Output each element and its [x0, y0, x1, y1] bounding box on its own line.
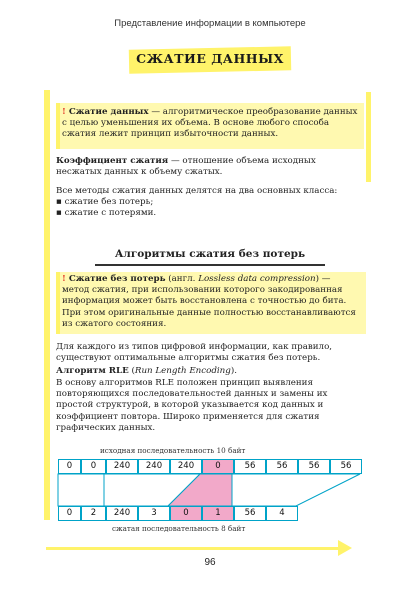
- coefficient-text: — отношение объема исходных несжатых данных к объему сжатых.: [56, 156, 316, 178]
- compressed-cell: 0: [170, 506, 202, 521]
- heading-underline: [95, 264, 325, 266]
- connector-zeros: [58, 474, 104, 506]
- compressed-cell: 1: [202, 506, 234, 521]
- compressed-sequence: [58, 506, 308, 521]
- section-heading: Алгоритмы сжатия без потерь: [114, 248, 306, 260]
- classes-intro: Все методы сжатия данных делятся на два основных класса:: [56, 186, 338, 196]
- page-title: СЖАТИЕ ДАННЫХ: [136, 51, 284, 66]
- class-list: [56, 197, 356, 219]
- original-cell: 240: [106, 459, 138, 474]
- lossless-paragraph: Для каждого из типов цифровой информации, как правило, существуют оптимальные алгоритмы сжатия без потерь.: [56, 342, 333, 364]
- coefficient-term: Коэффициент сжатия: [56, 156, 169, 166]
- definition-text: — алгоритмическое преобразование данных с целью уменьшения их объема. В основе любого способа сжатия лежит принцип избыточности данных.: [62, 107, 358, 140]
- original-cell: 56: [330, 459, 362, 474]
- lossless-term: Сжатие без потерь: [68, 274, 166, 284]
- compressed-cell: 2: [81, 506, 106, 521]
- arrow-head-icon: [338, 540, 352, 556]
- compressed-cell: 3: [138, 506, 170, 521]
- original-cell: 0: [202, 459, 234, 474]
- original-cell: 0: [81, 459, 106, 474]
- rle-paragraph: В основу алгоритмов RLE положен принцип выявления повторяющихся последовательностей данных и замены их простой структурой, в которой указывается код данных и коэффициент повтора. Широко применяется для сжатия графических данных.: [56, 378, 328, 433]
- exclamation-icon: !: [62, 274, 69, 284]
- lossless-definition: ! Сжатие без потерь (англ. Lossless data compression) — метод сжатия, при использовании которого закодированная информация может быть восстановлена с точностью до бита. При этом оригинальные данные полностью восстанавливаются из сжатого состояния.: [62, 274, 356, 329]
- coefficient-paragraph: [56, 156, 362, 178]
- connector-56s: [232, 474, 360, 506]
- rle-heading: Алгоритм RLE (Run Length Encoding).: [56, 366, 237, 376]
- original-sequence: [58, 459, 362, 474]
- original-cell: 240: [170, 459, 202, 474]
- original-caption: исходная последовательность 10 байт: [100, 446, 246, 455]
- original-cell: 56: [234, 459, 266, 474]
- list-item: ▪ сжатие без потерь;: [56, 197, 154, 207]
- compressed-caption: сжатая последовательность 8 байт: [112, 524, 246, 533]
- page-number: 96: [204, 557, 216, 568]
- original-cell: 0: [58, 459, 81, 474]
- decorative-arrow-line: [46, 547, 346, 550]
- running-header: Представление информации в компьютере: [114, 18, 306, 29]
- compressed-cell: 0: [58, 506, 81, 521]
- list-item: ▪ сжатие с потерями.: [56, 208, 157, 219]
- compressed-cell: 240: [106, 506, 138, 521]
- original-cell: 240: [138, 459, 170, 474]
- compressed-cell: 4: [266, 506, 298, 521]
- definition-term: Сжатие данных: [68, 107, 149, 117]
- definition-paragraph: [62, 107, 358, 141]
- margin-highlight-right: [366, 92, 371, 182]
- margin-highlight-left: [44, 90, 50, 520]
- connector-single-zero: [168, 474, 232, 506]
- rle-term: Алгоритм RLE: [56, 366, 129, 376]
- compressed-cell: 56: [234, 506, 266, 521]
- exclamation-icon: !: [62, 107, 69, 117]
- original-cell: 56: [298, 459, 330, 474]
- original-cell: 56: [266, 459, 298, 474]
